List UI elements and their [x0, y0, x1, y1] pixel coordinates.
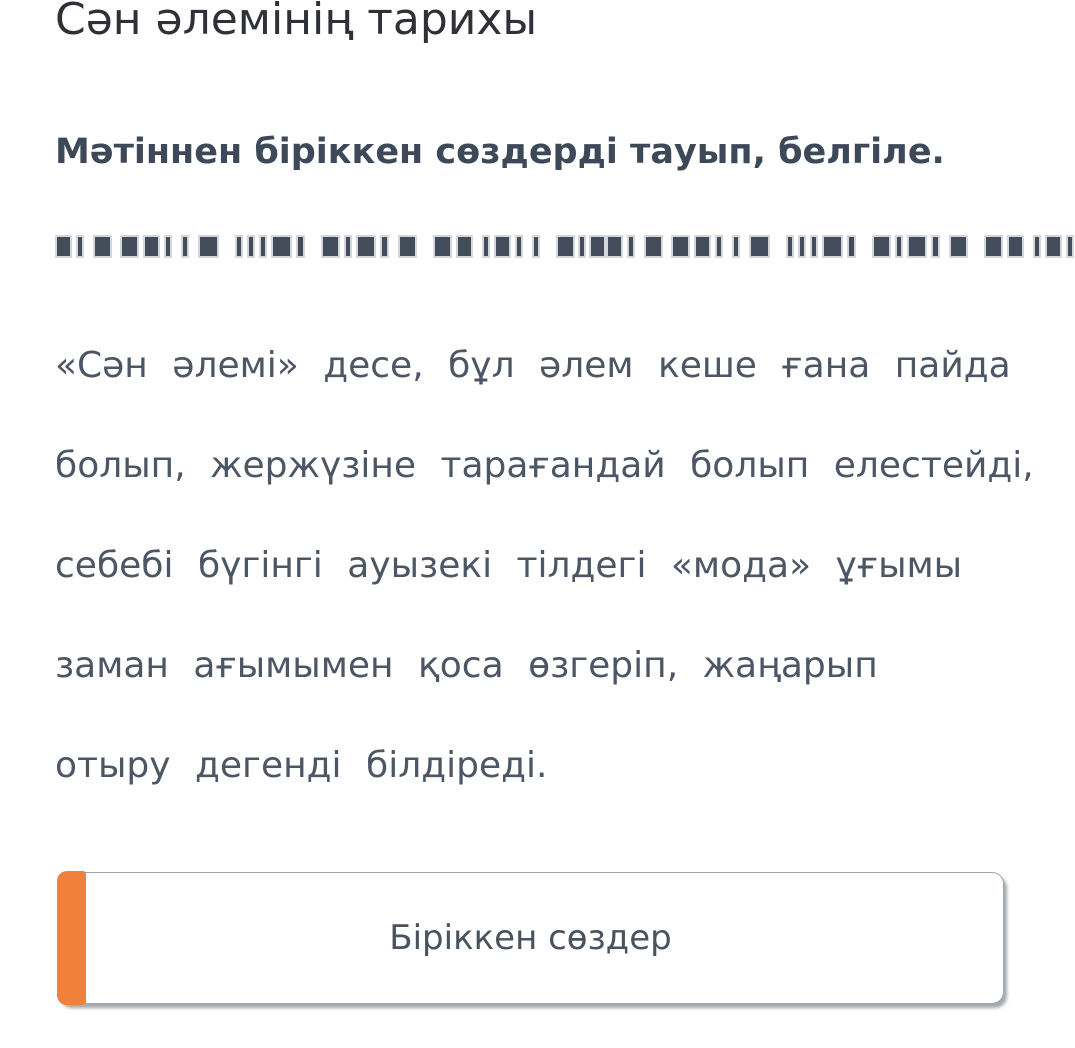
- redacted-bar: [984, 235, 1003, 258]
- redacted-bar: [482, 235, 490, 258]
- redacted-bar: [694, 235, 711, 258]
- redacted-bar: [798, 235, 806, 258]
- redacted-bar: [895, 235, 903, 258]
- redacted-bar: [321, 235, 340, 258]
- redacted-bar: [356, 235, 376, 258]
- redacted-bar: [456, 235, 473, 258]
- redacted-bar: [532, 235, 540, 258]
- redacted-word-chip[interactable]: [55, 235, 606, 258]
- answer-button-label: Біріккен сөздер: [389, 918, 672, 958]
- redacted-bar: [589, 235, 606, 258]
- redacted-bar: [847, 235, 856, 258]
- redacted-bar: [1066, 235, 1074, 258]
- redacted-bar: [822, 235, 843, 258]
- redacted-bar: [786, 235, 794, 258]
- redacted-bar: [1045, 235, 1062, 258]
- redacted-bar: [120, 235, 139, 258]
- redacted-bar: [164, 235, 172, 258]
- answer-button-accent-stripe: [57, 871, 86, 1005]
- redacted-bar: [76, 235, 84, 258]
- redacted-bar: [715, 235, 723, 258]
- passage-line[interactable]: отыру дегенді білдіреді.: [55, 745, 548, 786]
- redacted-bar: [344, 235, 352, 258]
- task-instruction: Мәтіннен біріккен сөздерді тауып, белгіле.: [55, 132, 945, 172]
- redacted-bar: [627, 235, 635, 258]
- redacted-bar: [907, 235, 927, 258]
- redacted-bar: [398, 235, 417, 258]
- redacted-bar: [235, 235, 243, 258]
- redacted-words-row: [55, 235, 1015, 258]
- answer-button[interactable]: [57, 872, 1004, 1004]
- redacted-bar: [93, 235, 112, 258]
- redacted-bar: [556, 235, 575, 258]
- redacted-bar: [143, 235, 160, 258]
- redacted-bar: [181, 235, 189, 258]
- redacted-bar: [749, 235, 770, 258]
- redacted-bar: [515, 235, 523, 258]
- redacted-bar: [1007, 235, 1024, 258]
- redacted-bar: [55, 235, 72, 258]
- redacted-bar: [578, 235, 586, 258]
- redacted-bar: [671, 235, 690, 258]
- passage-line[interactable]: себебі бүгінгі ауызекі тілдегі «мода» ұғымы: [55, 545, 963, 586]
- redacted-bar: [494, 235, 511, 258]
- redacted-bar: [1033, 235, 1041, 258]
- passage-line[interactable]: заман ағымымен қоса өзгеріп, жаңарып: [55, 645, 878, 686]
- redacted-bar: [606, 235, 623, 258]
- redacted-bar: [433, 235, 452, 258]
- redacted-bar: [271, 235, 292, 258]
- passage-text: [55, 316, 1034, 816]
- redacted-bar: [872, 235, 891, 258]
- redacted-bar: [380, 235, 389, 258]
- page-title: Сән әлемінің тарихы: [55, 0, 538, 45]
- redacted-bar: [296, 235, 305, 258]
- passage-line[interactable]: «Сән әлемі» десе, бұл әлем кеше ғана пайда: [55, 345, 1011, 386]
- redacted-bar: [931, 235, 940, 258]
- redacted-bar: [732, 235, 740, 258]
- redacted-word-chip[interactable]: [606, 235, 1075, 258]
- redacted-bar: [949, 235, 968, 258]
- redacted-bar: [259, 235, 267, 258]
- redacted-bar: [247, 235, 255, 258]
- redacted-bar: [810, 235, 818, 258]
- passage-line[interactable]: болып, жержүзіне тарағандай болып елестейді,: [55, 445, 1034, 486]
- redacted-bar: [198, 235, 219, 258]
- redacted-bar: [644, 235, 663, 258]
